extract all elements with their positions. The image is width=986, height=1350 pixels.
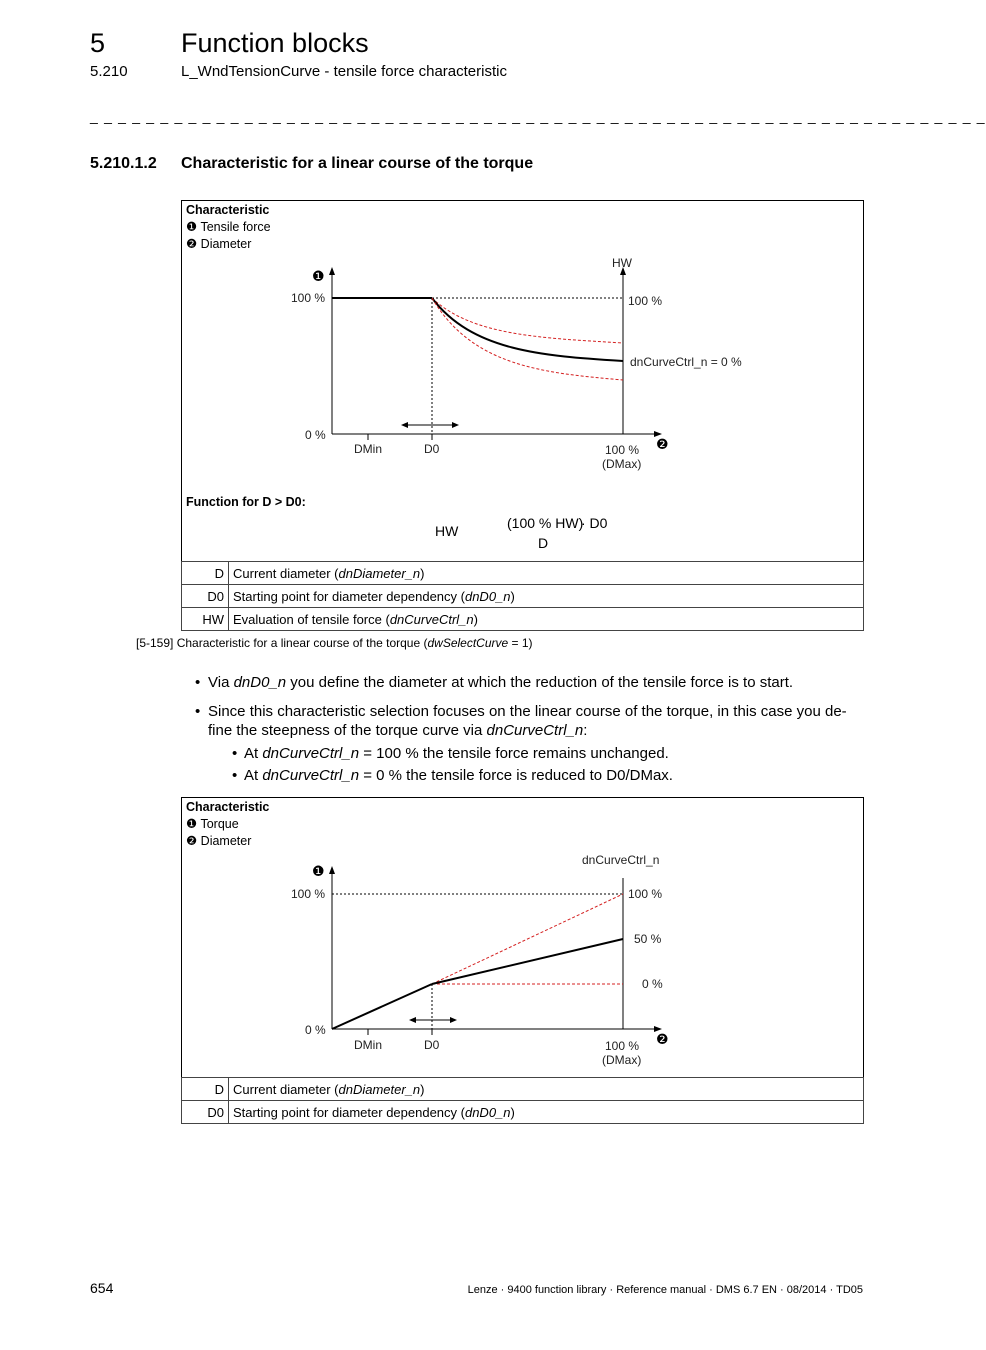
label-r50: 50 %: [634, 932, 662, 946]
table-key: D: [182, 1078, 229, 1101]
header-rule: _ _ _ _ _ _ _ _ _ _ _ _ _ _ _ _ _ _ _ _ _ _ _ _ _ _ _ _ _ _ _ _ _ _ _ _ _ _ _ _ _ _ _ _ _ _ _ _ _ _ _ _ _ _ _ _ _ _ _ _ _ _ _ _: [90, 108, 986, 124]
x-marker: ❷: [656, 436, 669, 452]
label-dmax: (DMax): [602, 457, 642, 471]
label-curve: dnCurveCtrl_n = 0 %: [630, 355, 742, 369]
label-right100: 100 %: [628, 294, 663, 308]
d0-range-arrow-left: [401, 422, 408, 428]
y-axis-arrow: [329, 267, 335, 275]
legend-item: ❶ Torque: [186, 817, 239, 831]
formula-denominator: D: [538, 535, 549, 551]
label-hw: HW: [612, 256, 632, 270]
table-value: Starting point for diameter dependency (dnD0_n): [229, 585, 864, 608]
sub-list-item: • At dnCurveCtrl_n = 100 % the tensile force remains unchanged.: [208, 744, 870, 764]
table-value: Current diameter (dnDiameter_n): [229, 1078, 864, 1101]
formula-paren: (100 % HW): [507, 515, 584, 531]
figure-legend: [186, 799, 269, 850]
d0-range-arrow-left: [409, 1017, 416, 1023]
figure-legend: [186, 202, 271, 253]
legend-table-1: [181, 561, 864, 631]
formula-lhs: HW: [435, 523, 459, 539]
x-marker: ❷: [656, 1031, 669, 1047]
label-d0: D0: [424, 1038, 440, 1052]
table-key: HW: [182, 608, 229, 631]
legend-table-2: [181, 1077, 864, 1124]
table-row: [182, 585, 864, 608]
y-axis-arrow: [329, 866, 335, 874]
figure-torque: [181, 797, 864, 1079]
formula-times: · D0: [581, 515, 608, 531]
figure-tensile-force: [181, 200, 864, 562]
chapter-number: 5: [90, 28, 106, 58]
bullet-list: [190, 673, 870, 795]
footer-reference: Lenze · 9400 function library · Reference manual · DMS 6.7 EN · 08/2014 · TD05: [467, 1284, 863, 1296]
table-value: Starting point for diameter dependency (dnD0_n): [229, 1101, 864, 1124]
d0-range-arrow-right: [450, 1017, 457, 1023]
table-key: D0: [182, 1101, 229, 1124]
label-dmin: DMin: [354, 1038, 383, 1052]
figure-heading: Characteristic: [186, 800, 270, 814]
legend-item: ❶ Tensile force: [186, 220, 271, 234]
table-key: D: [182, 562, 229, 585]
table-key: D0: [182, 585, 229, 608]
table-value: Evaluation of tensile force (dnCurveCtrl_n): [229, 608, 864, 631]
table-row: [182, 562, 864, 585]
curve-ramp: [332, 984, 432, 1029]
label-y0: 0 %: [305, 1023, 326, 1037]
curve-main: [432, 298, 623, 361]
label-r0: 0 %: [642, 977, 663, 991]
curve-red-upper: [432, 298, 623, 343]
list-item: • Via dnD0_n you define the diameter at which the reduction of the tensile force is to start.: [190, 673, 870, 693]
table-row: [182, 608, 864, 631]
curve-main-50: [432, 939, 623, 984]
label-ctrl: dnCurveCtrl_n: [582, 853, 660, 867]
label-y0: 0 %: [305, 428, 326, 442]
label-x100: 100 %: [605, 1039, 640, 1053]
page-number: 654: [90, 1280, 114, 1296]
section-number: 5.210: [90, 63, 128, 80]
y-marker: ❶: [312, 268, 325, 284]
label-y100: 100 %: [291, 887, 326, 901]
chapter-title: Function blocks: [181, 28, 369, 58]
table-row: [182, 1078, 864, 1101]
label-x100: 100 %: [605, 443, 640, 457]
curve-red-lower: [432, 298, 623, 380]
table-value: Current diameter (dnDiameter_n): [229, 562, 864, 585]
label-dmax: (DMax): [602, 1053, 642, 1067]
label-dmin: DMin: [354, 442, 383, 456]
sub-list-item: • At dnCurveCtrl_n = 0 % the tensile force is reduced to D0/DMax.: [208, 766, 870, 786]
list-item: • Since this characteristic selection focuses on the linear course of the torque, in this case you de-fine the steepness of the torque curve via dnCurveCtrl_n: • At dnCurveCtrl_n = 100 % the tensile force remains unchanged. • At dnCurveCtrl_n = 0 % the tensile force is reduced to D0/DMax.: [190, 702, 870, 786]
table-row: [182, 1101, 864, 1124]
label-r100: 100 %: [628, 887, 663, 901]
figure-heading: Characteristic: [186, 203, 270, 217]
function-label: Function for D > D0:: [186, 495, 306, 509]
d0-range-arrow-right: [452, 422, 459, 428]
chart-torque: [182, 798, 863, 1078]
legend-item: ❷ Diameter: [186, 237, 252, 251]
section-title: L_WndTensionCurve - tensile force characteristic: [181, 63, 507, 80]
subsection-number: 5.210.1.2: [90, 155, 157, 172]
legend-item: ❷ Diameter: [186, 834, 252, 848]
figure-caption: [5-159] Characteristic for a linear course of the torque (dwSelectCurve = 1): [136, 636, 533, 650]
label-y100: 100 %: [291, 291, 326, 305]
y-marker: ❶: [312, 863, 325, 879]
label-d0: D0: [424, 442, 440, 456]
subsection-title: Characteristic for a linear course of the torque: [181, 155, 534, 172]
curve-red-100: [432, 894, 623, 984]
